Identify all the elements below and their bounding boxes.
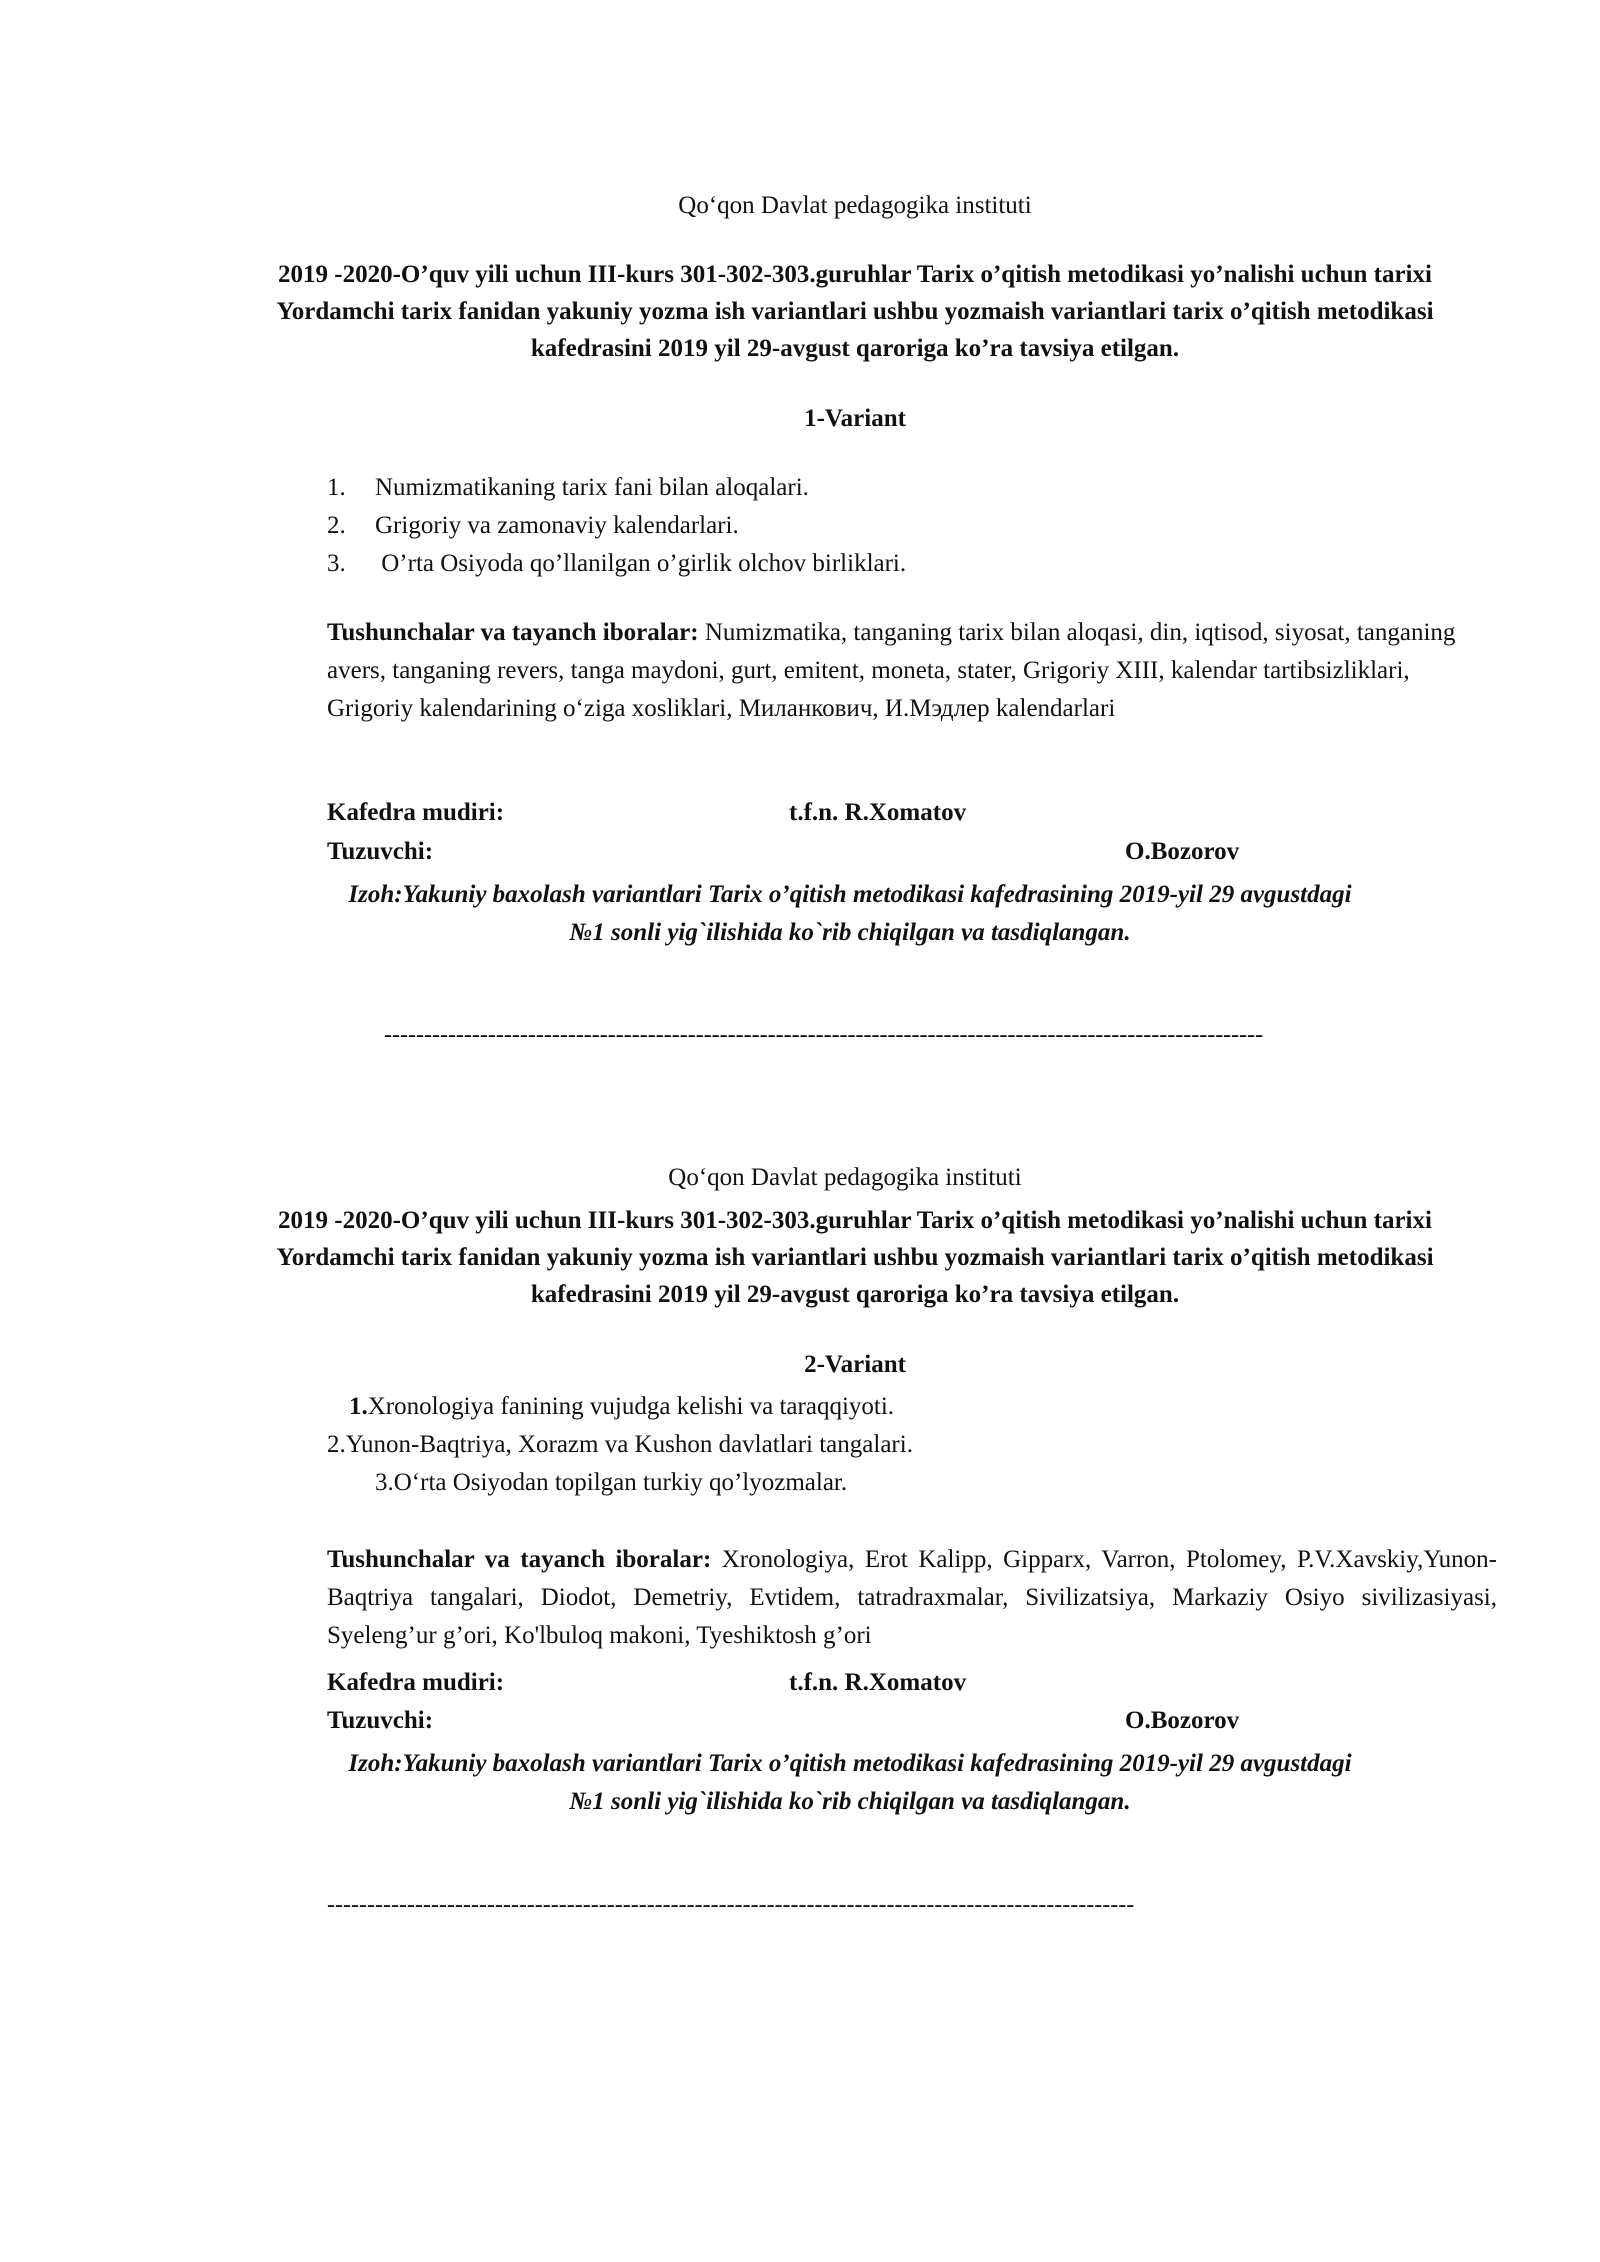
approval-note: [230, 1745, 1470, 1821]
question-number: 2.: [327, 512, 346, 539]
variant-title: 2-Variant: [804, 1351, 906, 1378]
approval-note-line: Izoh:Yakuniy baxolash variantlari Tarix o’qitish metodikasi kafedrasining 2019-yil 29 avgustdagi: [348, 1750, 1352, 1777]
institute-name: Qo‘qon Davlat pedagogika instituti: [668, 1164, 1022, 1191]
separator-line: --------------------------------------------------------------------------------------------------------------: [384, 1022, 1264, 1048]
author-name: O.Bozorov: [1125, 838, 1240, 865]
question-item: [349, 1388, 894, 1426]
head-name: t.f.n. R.Xomatov: [789, 1669, 967, 1696]
question-item: [375, 1464, 847, 1502]
separator-line: -----------------------------------------------------------------------------------------------------: [327, 1892, 1135, 1918]
approval-note-line: №1 sonli yig`ilishida ko`rib chiqilgan va tasdiqlangan.: [569, 919, 1131, 946]
question-text: Yunon-Baqtriya, Xorazm va Kushon davlatlari tangalari.: [345, 1431, 913, 1458]
question-number: 3.: [327, 550, 346, 577]
question-text: O’rta Osiyoda qo’llanilgan o’girlik olchov birliklari.: [375, 550, 907, 577]
question-number: 2.: [327, 1431, 346, 1458]
question-text: Xronologiya fanining vujudga kelishi va taraqqiyoti.: [367, 1393, 895, 1420]
key-terms: [327, 614, 1497, 728]
head-label: Kafedra mudiri:: [327, 799, 505, 826]
document-heading: 2019 -2020-O’quv yili uchun III-kurs 301-302-303.guruhlar Tarix o’qitish metodikasi yo’nalishi uchun tarixi Yordamchi tarix fanidan yakuniy yozma ish variantlari ushbu yozmaish variantlari tarix o’qitish metodikasi kafedrasini 2019 yil 29-avgust qaroriga ko’ra tavsiya etilgan.: [276, 261, 1434, 362]
document-heading: 2019 -2020-O’quv yili uchun III-kurs 301-302-303.guruhlar Tarix o’qitish metodikasi yo’nalishi uchun tarixi Yordamchi tarix fanidan yakuniy yozma ish variantlari ushbu yozmaish variantlari tarix o’qitish metodikasi kafedrasini 2019 yil 29-avgust qaroriga ko’ra tavsiya etilgan.: [276, 1207, 1434, 1308]
question-number: 3.: [375, 1469, 394, 1496]
author-name: O.Bozorov: [1125, 1707, 1240, 1734]
key-terms-text: Numizmatika, tanganing tarix bilan aloqasi, din, iqtisod, siyosat, tanganing avers, tanganing revers, tanga maydoni, gurt, emitent, moneta, stater, Grigoriy XIII, kalendar tartibsizliklari, Grigoriy kalendarining o‘ziga xosliklari, Миланкович, И.Мэдлер kalendarlari: [327, 619, 1456, 722]
question-item: [327, 469, 809, 507]
key-terms-text: Xronologiya, Erot Kalipp, Gipparx, Varron, Ptolomey, P.V.Xavskiy,Yunon-Baqtriya tangalari, Diodot, Demetriy, Evtidem, tatradraxmalar, Sivilizatsiya, Markaziy Osiyo sivilizasiyasi, Syeleng’ur g’ori, Ko'lbuloq makoni, Tyeshiktosh g’ori: [327, 1546, 1497, 1649]
question-number: 1.: [349, 1393, 368, 1420]
key-terms: [327, 1541, 1497, 1655]
question-text: O‘rta Osiyodan topilgan turkiy qo’lyozmalar.: [393, 1469, 848, 1496]
author-label: Tuzuvchi:: [327, 1707, 434, 1734]
question-text: Grigoriy va zamonaviy kalendarlari.: [375, 512, 739, 539]
institute-name: Qo‘qon Davlat pedagogika instituti: [678, 192, 1032, 219]
question-number: 1.: [327, 474, 346, 501]
variant-title: 1-Variant: [804, 405, 906, 432]
author-label: Tuzuvchi:: [327, 838, 434, 865]
question-item: [327, 1426, 913, 1464]
question-item: [327, 507, 739, 545]
key-terms-label: Tushunchalar va tayanch iboralar:: [327, 1546, 712, 1573]
question-text: Numizmatikaning tarix fani bilan aloqalari.: [375, 474, 809, 501]
approval-note: [230, 876, 1470, 952]
key-terms-label: Tushunchalar va tayanch iboralar:: [327, 619, 699, 646]
question-item: [327, 545, 906, 583]
approval-note-line: Izoh:Yakuniy baxolash variantlari Tarix o’qitish metodikasi kafedrasining 2019-yil 29 avgustdagi: [348, 881, 1352, 908]
approval-note-line: №1 sonli yig`ilishida ko`rib chiqilgan va tasdiqlangan.: [569, 1788, 1131, 1815]
head-name: t.f.n. R.Xomatov: [789, 799, 967, 826]
head-label: Kafedra mudiri:: [327, 1669, 505, 1696]
